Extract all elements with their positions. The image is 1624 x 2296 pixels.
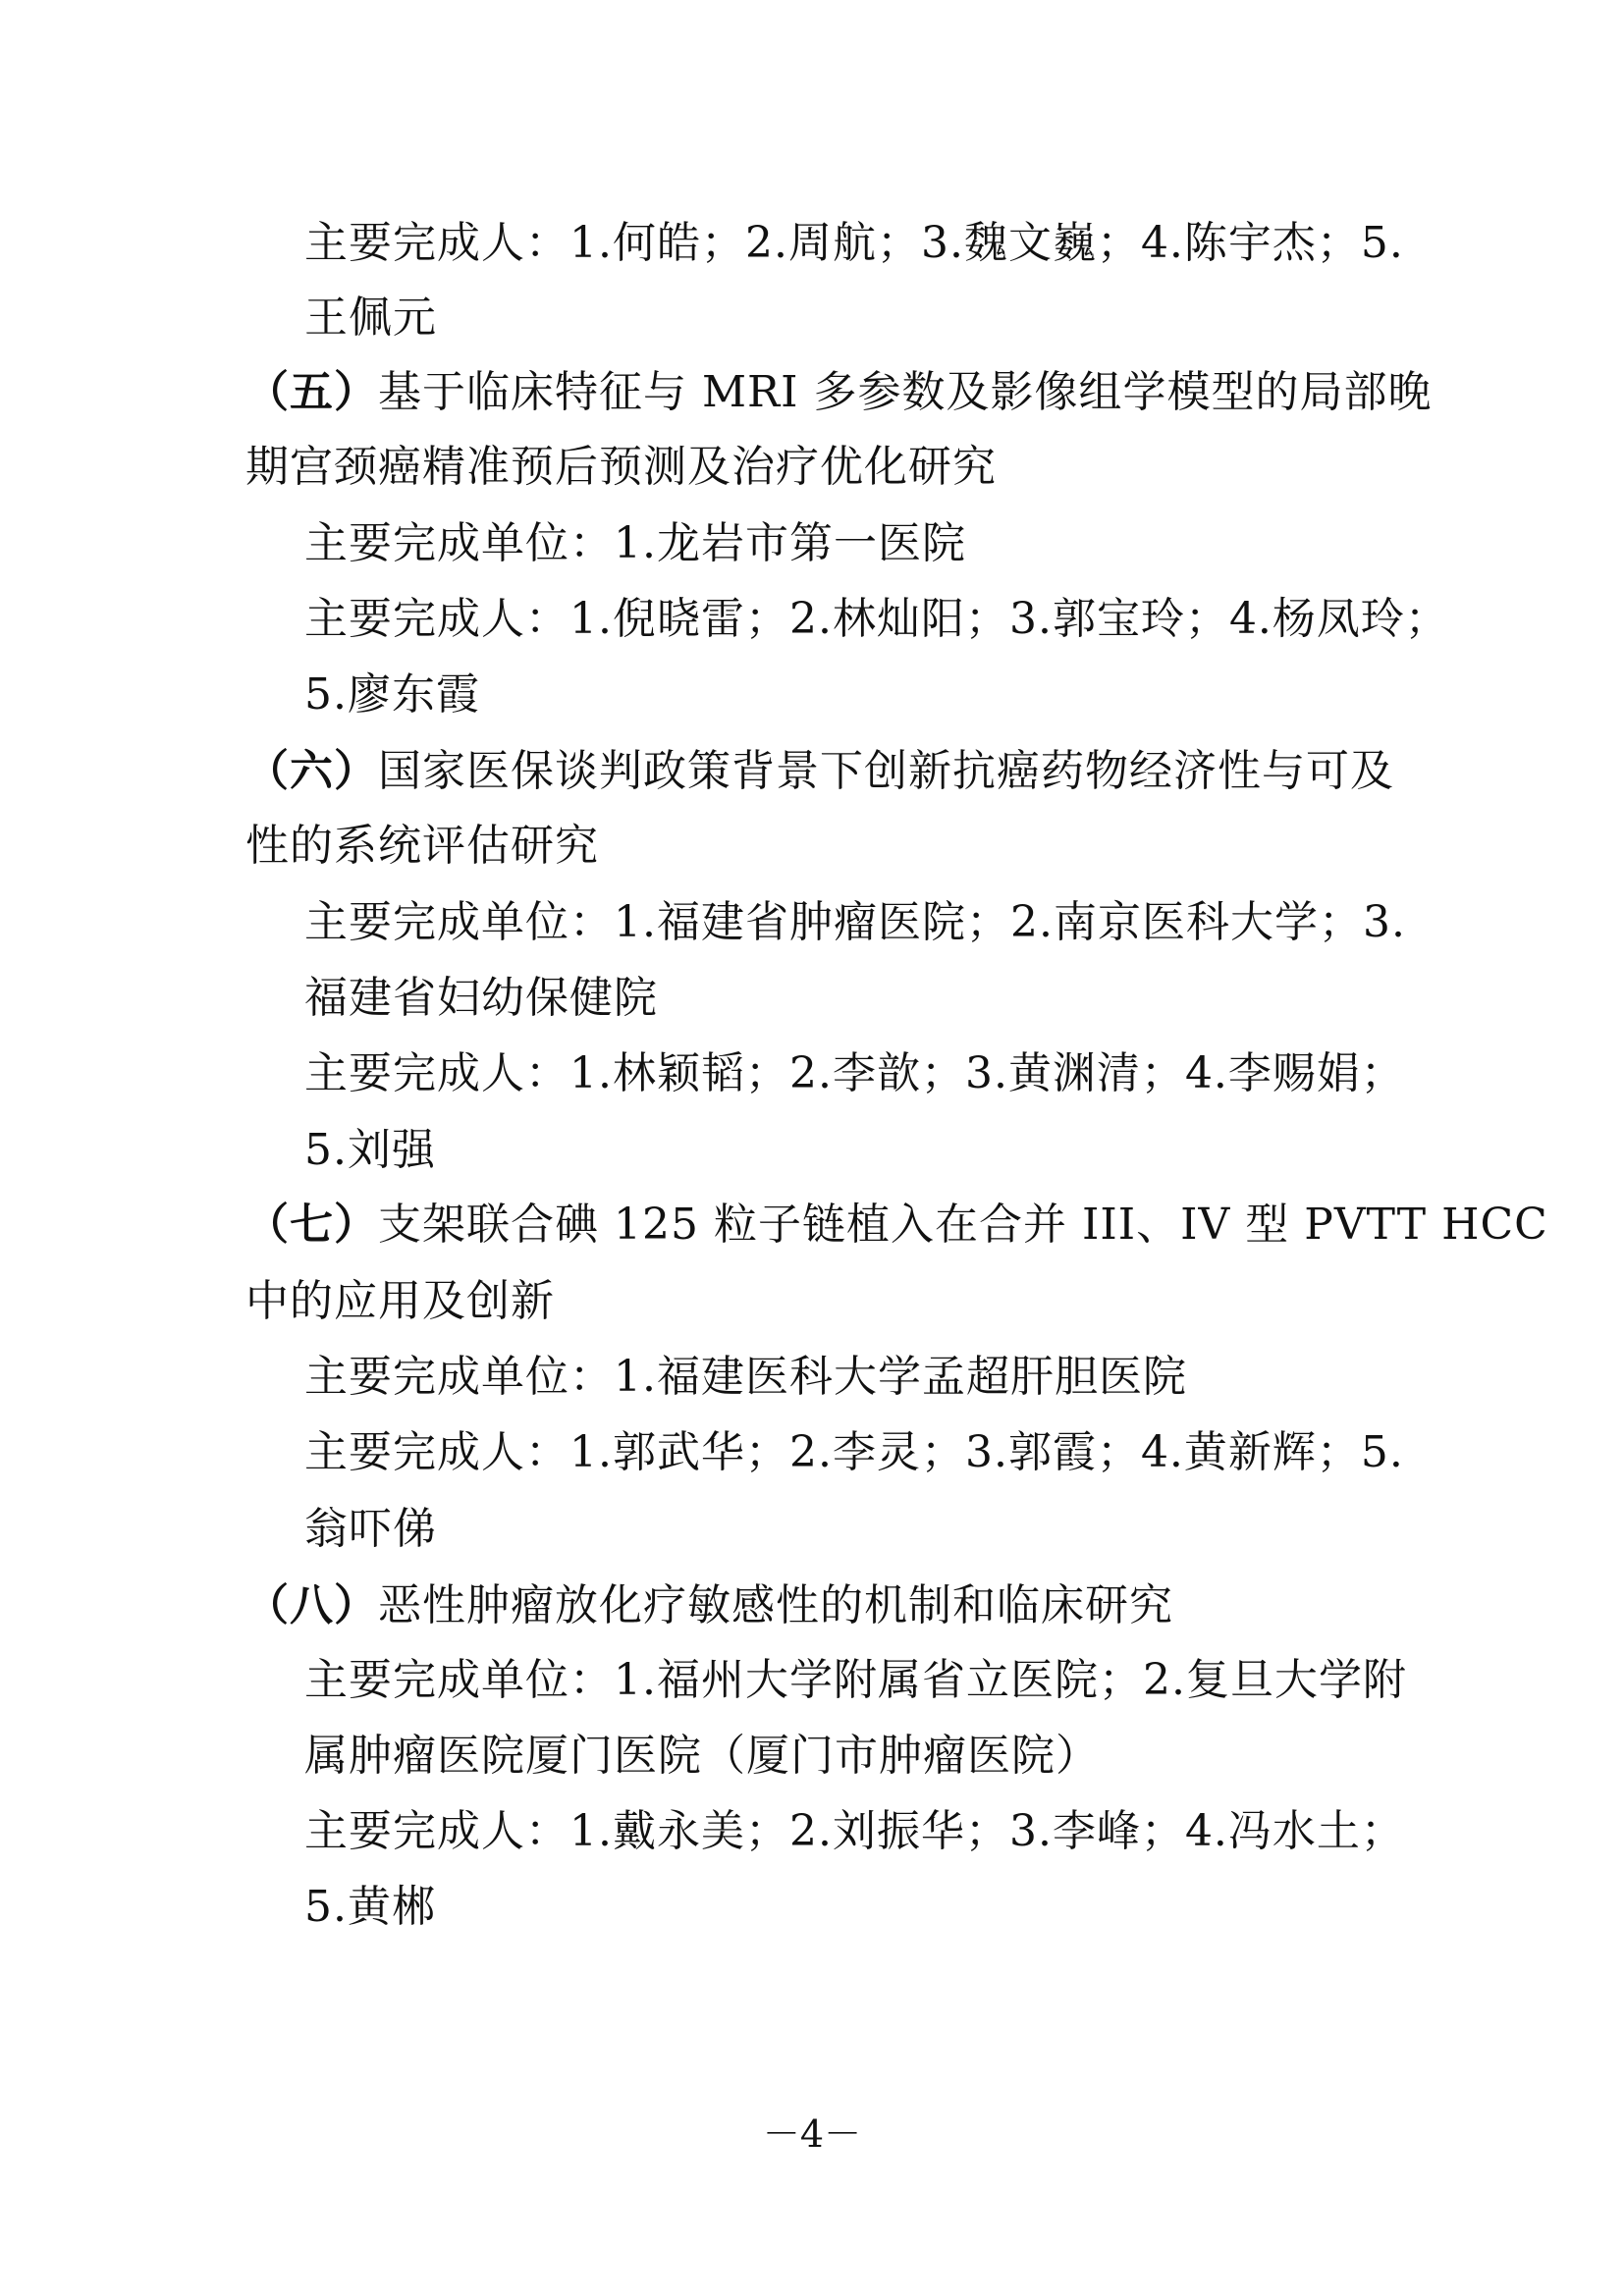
units-line: 主要完成单位：1.福州大学附属省立医院；2.复旦大学附 xyxy=(304,1655,1407,1705)
completers-line: 主要完成人：1.倪晓雷；2.林灿阳；3.郭宝玲；4.杨凤玲； xyxy=(304,594,1449,644)
completers-line: 主要完成人：1.何皓；2.周航；3.魏文巍；4.陈宇杰；5. xyxy=(304,218,1404,268)
units-line-cont: 属肿瘤医院厦门医院（厦门市肿瘤医院） xyxy=(304,1731,1100,1781)
completers-line: 主要完成人：1.戴永美；2.刘振华；3.李峰；4.冯水土； xyxy=(304,1806,1405,1856)
units-line: 主要完成单位：1.福建省肿瘤医院；2.南京医科大学；3. xyxy=(304,897,1406,947)
completers-line-cont: 翁吓俤 xyxy=(304,1504,437,1554)
page-number: －4－ xyxy=(762,2112,862,2156)
completers-line: 主要完成人：1.郭武华；2.李灵；3.郭霞；4.黄新辉；5. xyxy=(304,1427,1404,1477)
section-title: 国家医保谈判政策背景下创新抗癌药物经济性与可及 xyxy=(378,746,1394,796)
completers-line-cont: 5.刘强 xyxy=(304,1125,436,1175)
section-number: （七） xyxy=(245,1200,378,1250)
section-title-cont: 性的系统评估研究 xyxy=(245,821,599,871)
section-title: 恶性肿瘤放化疗敏感性的机制和临床研究 xyxy=(378,1580,1173,1630)
section-title-cont: 中的应用及创新 xyxy=(245,1276,555,1326)
section-heading-7 xyxy=(245,1200,1548,1251)
completers-line-cont: 5.廖东霞 xyxy=(304,669,480,720)
section-number: （六） xyxy=(245,746,378,796)
units-line: 主要完成单位：1.龙岩市第一医院 xyxy=(304,518,966,568)
section-heading-5 xyxy=(245,367,1433,418)
completers-line-cont: 5.黄郴 xyxy=(304,1882,436,1932)
section-title-cont: 期宫颈癌精准预后预测及治疗优化研究 xyxy=(245,442,997,492)
section-heading-8 xyxy=(245,1580,1173,1631)
section-number: （八） xyxy=(245,1580,378,1630)
units-line-cont: 福建省妇幼保健院 xyxy=(304,973,658,1023)
completers-line-cont: 王佩元 xyxy=(304,293,437,343)
units-line: 主要完成单位：1.福建医科大学孟超肝胆医院 xyxy=(304,1352,1187,1402)
completers-line: 主要完成人：1.林颖韬；2.李歆；3.黄渊清；4.李赐娟； xyxy=(304,1048,1405,1098)
section-title: 支架联合碘 125 粒子链植入在合并 III、IV 型 PVTT HCC xyxy=(378,1200,1548,1250)
section-number: （五） xyxy=(245,367,378,417)
section-heading-6 xyxy=(245,746,1394,797)
section-title: 基于临床特征与 MRI 多参数及影像组学模型的局部晚 xyxy=(378,367,1433,417)
